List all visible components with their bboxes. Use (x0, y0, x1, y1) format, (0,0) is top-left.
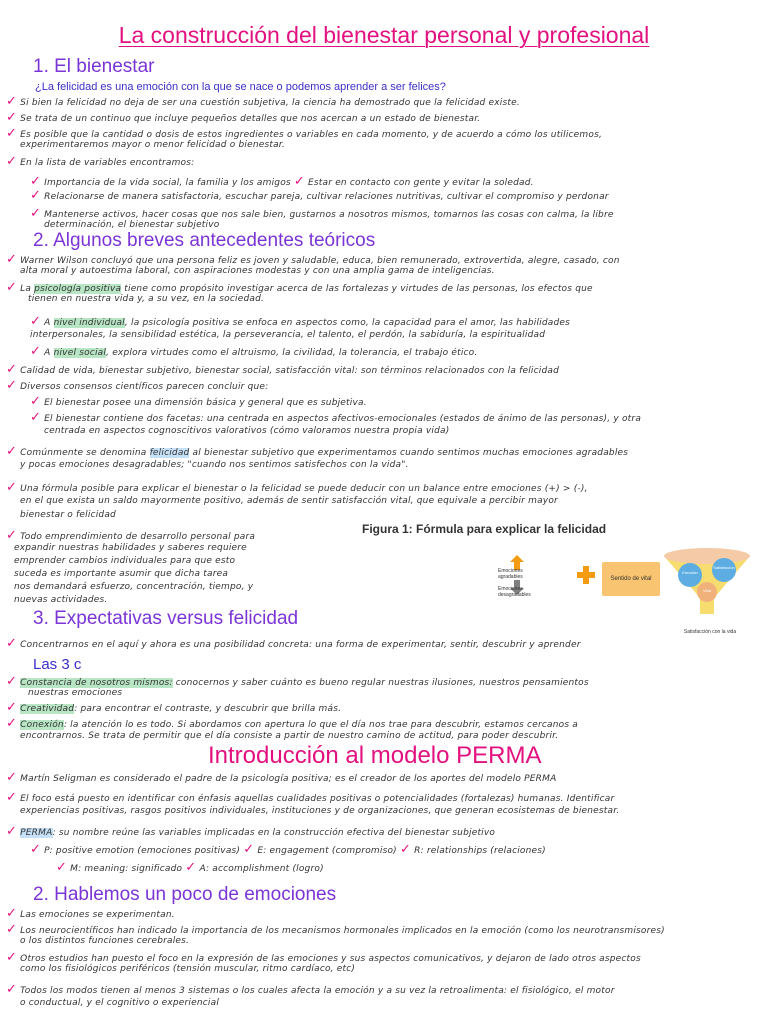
checkmark-icon: ✓ (6, 110, 18, 125)
label-desagradables: Emociones desagradables (498, 586, 531, 598)
note: ✓ El foco está puesto en identificar con énfasis aquellas cualidades positivas o potencialidades (fortalezas) humanas. Identificar (6, 790, 615, 805)
checkmark-icon: ✓ (30, 206, 42, 221)
note: ✓ Se trata de un continuo que incluye pequeños detalles que nos acercan a un estado de bienestar. (6, 110, 481, 125)
note-cont: experimentaremos mayor o menor felicidad o bienestar. (20, 140, 285, 150)
note: ✓ PERMA: su nombre reúne las variables implicadas en la construcción efectiva del bienestar subjetivo (6, 824, 496, 839)
funnel-top (664, 548, 750, 564)
label-sentido: Sentido de vital (610, 576, 652, 582)
figure-formula (352, 516, 750, 640)
checkmark-icon: ✓ (56, 860, 68, 875)
section-heading-perma: Introducción al modelo PERMA (208, 742, 542, 769)
checkmark-icon: ✓ (6, 528, 18, 543)
label-satisfaccion: Satisfacción con la vida (683, 629, 737, 635)
funnel-label-b: Satisfacción (713, 565, 735, 570)
checkmark-icon: ✓ (399, 842, 412, 857)
note-cont: bienestar o felicidad (20, 510, 116, 520)
note-cont: expandir nuestras habilidades y saberes requiere (14, 543, 247, 553)
checkmark-icon: ✓ (6, 636, 18, 651)
checkmark-icon: ✓ (6, 950, 18, 965)
section-lead-question: ¿La felicidad es una emoción con la que se nace o podemos aprender a ser felices? (35, 81, 446, 93)
plus-icon-vertical (583, 566, 589, 584)
note: ✓ Conexión: la atención lo es todo. Si abordamos con apertura lo que el día nos trae para descubrir, estamos cercanos a (6, 716, 578, 731)
note-cont: suceda es importante asumir que dicha tarea (14, 569, 229, 579)
checkmark-icon: ✓ (6, 444, 18, 459)
highlight-felicidad: felicidad (149, 448, 190, 458)
checkmark-icon: ✓ (6, 716, 18, 731)
note-sub: ✓ El bienestar posee una dimensión básica y general que es subjetiva. (30, 394, 367, 409)
section-heading-bienestar: 1. El bienestar (33, 56, 155, 77)
checkmark-icon: ✓ (30, 410, 42, 425)
note: ✓ Otros estudios han puesto el foco en la expresión de las emociones y sus aspectos comunicativos, y dejaron de lado otros aspectos (6, 950, 641, 965)
note-cont: nuevas actividades. (14, 595, 108, 605)
checkmark-icon: ✓ (30, 842, 42, 857)
checkmark-icon: ✓ (6, 126, 18, 141)
checkmark-icon: ✓ (6, 700, 18, 715)
highlight-nivel-individual: nivel individual (53, 318, 125, 328)
note-sub: ✓ Relacionarse de manera satisfactoria, escuchar pareja, cultivar relaciones nutritivas, cultivar el compromiso y perdonar (30, 188, 609, 203)
label-agradables: Emociones agradables (498, 568, 523, 580)
note-cont: centrada en aspectos cognoscitivos valorativos (cómo valoramos nuestra propia vida) (44, 426, 450, 436)
checkmark-icon: ✓ (6, 906, 18, 921)
section-heading-antecedentes: 2. Algunos breves antecedentes teóricos (33, 230, 376, 251)
note-sub: ✓ El bienestar contiene dos facetas: una centrada en aspectos afectivos-emocionales (estados de ánimo de las personas), y otra (30, 410, 642, 425)
formula-diagram (352, 540, 750, 640)
highlight-conexion: Conexión (20, 720, 64, 730)
note: ✓ Creatividad: para encontrar el contraste, y descubrir que brilla más. (6, 700, 342, 715)
highlight-creatividad: Creatividad (20, 704, 75, 714)
note-cont: encontrarnos. Se trata de permitir que el día consiste a partir de nuestro camino de actitud, para poder descubrir. (20, 731, 559, 741)
note-cont: en el que exista un saldo mayormente positivo, además de sentir satisfacción vital, que equivale a percibir mayor (20, 496, 558, 506)
note-sub: ✓ A nivel individual, la psicología positiva se enfoca en aspectos como, la capacidad para el amor, las habilidades (30, 314, 571, 329)
checkmark-icon: ✓ (6, 362, 18, 377)
checkmark-icon: ✓ (6, 770, 18, 785)
note-cont: interpersonales, la sensibilidad estética, la perseverancia, el talento, el perdón, la sabiduría, la espiritualidad (30, 330, 546, 340)
highlight-constancia: Constancia de nosotros mismos: (20, 678, 173, 688)
note-cont: experiencias positivas, rasgos positivos individuales, instituciones y de organizaciones, que generan ecosistemas de bienestar. (20, 806, 620, 816)
checkmark-icon: ✓ (6, 252, 18, 267)
subheading-3c: Las 3 c (33, 656, 82, 673)
note-sub: ✓ A nivel social, explora virtudes como el altruismo, la civilidad, la tolerancia, el trabajo ético. (30, 344, 478, 359)
funnel-circle-a (678, 563, 702, 587)
funnel-label-c: Vida (703, 588, 711, 593)
checkmark-icon: ✓ (30, 188, 42, 203)
note: ✓ Diversos consensos científicos parecen concluir que: (6, 378, 269, 393)
checkmark-icon: ✓ (6, 922, 18, 937)
note-cont: y pocas emociones desagradables; "cuando nos sentimos satisfechos con la vida". (20, 460, 409, 470)
note: ✓ Una fórmula posible para explicar el bienestar o la felicidad se puede deducir con un balance entre emociones (+) > (-), (6, 480, 588, 495)
checkmark-icon: ✓ (6, 154, 18, 169)
note: ✓ Las emociones se experimentan. (6, 906, 175, 921)
note: ✓ La psicología positiva tiene como propósito investigar acerca de las fortalezas y virtudes de las personas, los efectos que (6, 280, 593, 295)
checkmark-icon: ✓ (185, 860, 197, 875)
highlight-perma: PERMA (20, 828, 53, 838)
checkmark-icon: ✓ (6, 790, 18, 805)
checkmark-icon: ✓ (243, 842, 255, 857)
funnel-circle-b (712, 558, 736, 582)
section-heading-expectativas: 3. Expectativas versus felicidad (33, 608, 299, 629)
checkmark-icon: ✓ (6, 824, 18, 839)
note: ✓ En la lista de variables encontramos: (6, 154, 195, 169)
note: ✓ Es posible que la cantidad o dosis de estos ingredientes o variables en cada momento, y de acuerdo a cómo los utilicemos, (6, 126, 603, 141)
note: ✓ Todos los modos tienen al menos 3 sistemas o los cuales afecta la emoción y a su vez la retroalimenta: el fisiológico, el motor (6, 982, 615, 997)
section-heading-emociones: 2. Hablemos un poco de emociones (33, 884, 337, 905)
note-cont: o los distintos funciones cerebrales. (20, 936, 190, 946)
checkmark-icon: ✓ (30, 174, 42, 189)
figure-title: Figura 1: Fórmula para explicar la felicidad (362, 522, 607, 536)
note-cont: alta moral y autoestima laboral, con aspiraciones modestas y con una amplia gama de inteligencias. (20, 266, 495, 276)
perma-item: ✓ P: positive emotion (emociones positivas) ✓ E: engagement (compromiso) ✓ R: relationships (relaciones) (30, 842, 546, 857)
funnel-label-a: Emoción (682, 570, 698, 575)
checkmark-icon: ✓ (30, 314, 42, 329)
note-cont: emprender cambios individuales para que esto (14, 556, 236, 566)
highlight-psicologia-positiva: psicología positiva (34, 284, 122, 294)
checkmark-icon: ✓ (6, 982, 18, 997)
note: ✓ Calidad de vida, bienestar subjetivo, bienestar social, satisfacción vital: son términos relacionados con la felicidad (6, 362, 560, 377)
checkmark-icon: ✓ (293, 174, 305, 189)
note-cont: o conductual, y el cognitivo o experiencial (20, 998, 220, 1008)
checkmark-icon: ✓ (30, 394, 42, 409)
checkmark-icon: ✓ (30, 344, 42, 359)
note: ✓ Los neurocientíficos han indicado la importancia de los mecanismos hormonales implicados en la emoción (como los neurotransmisores) (6, 922, 665, 937)
note: ✓ Warner Wilson concluyó que una persona feliz es joven y saludable, educa, bien remunerado, extrovertida, alegre, casado, con (6, 252, 620, 267)
note: ✓ Constancia de nosotros mismos: conocernos y saber cuánto es bueno regular nuestras ilusiones, nuestros pensamientos (6, 674, 589, 689)
note-sub: ✓ Importancia de la vida social, la familia y los amigos ✓ Estar en contacto con gente y evitar la soledad. (30, 174, 534, 189)
note-cont: tienen en nuestra vida y, a su vez, en la sociedad. (28, 294, 265, 304)
checkmark-icon: ✓ (6, 94, 18, 109)
note: ✓ Concentrarnos en el aquí y ahora es una posibilidad concreta: una forma de experimentar, sentir, descubrir y aprender (6, 636, 581, 651)
page-title: La construcción del bienestar personal y profesional (118, 22, 650, 48)
note-cont: determinación, el bienestar subjetivo (44, 220, 220, 230)
note-cont: como los fisiológicos periféricos (tensión muscular, ritmo cardíaco, etc) (20, 964, 356, 974)
note-cont: nos demandará esfuerzo, concentración, tiempo, y (14, 582, 254, 592)
checkmark-icon: ✓ (6, 480, 18, 495)
note: ✓ Si bien la felicidad no deja de ser una cuestión subjetiva, la ciencia ha demostrado que la felicidad existe. (6, 94, 520, 109)
note: ✓ Comúnmente se denomina felicidad al bienestar subjetivo que experimentamos cuando sentimos muchas emociones agradables (6, 444, 629, 459)
checkmark-icon: ✓ (6, 378, 18, 393)
note: ✓ Todo emprendimiento de desarrollo personal para (6, 528, 256, 543)
highlight-nivel-social: nivel social (53, 348, 107, 358)
perma-item: ✓ M: meaning: significado ✓ A: accomplishment (logro) (56, 860, 324, 875)
note-cont: nuestras emociones (28, 688, 123, 698)
checkmark-icon: ✓ (6, 280, 18, 295)
checkmark-icon: ✓ (6, 674, 18, 689)
note: ✓ Martín Seligman es considerado el padre de la psicología positiva; es el creador de los aportes del modelo PERMA (6, 770, 557, 785)
note-sub: ✓ Mantenerse activos, hacer cosas que nos sale bien, gustarnos a nosotros mismos, tomarnos las cosas con calma, la libre (30, 206, 614, 221)
